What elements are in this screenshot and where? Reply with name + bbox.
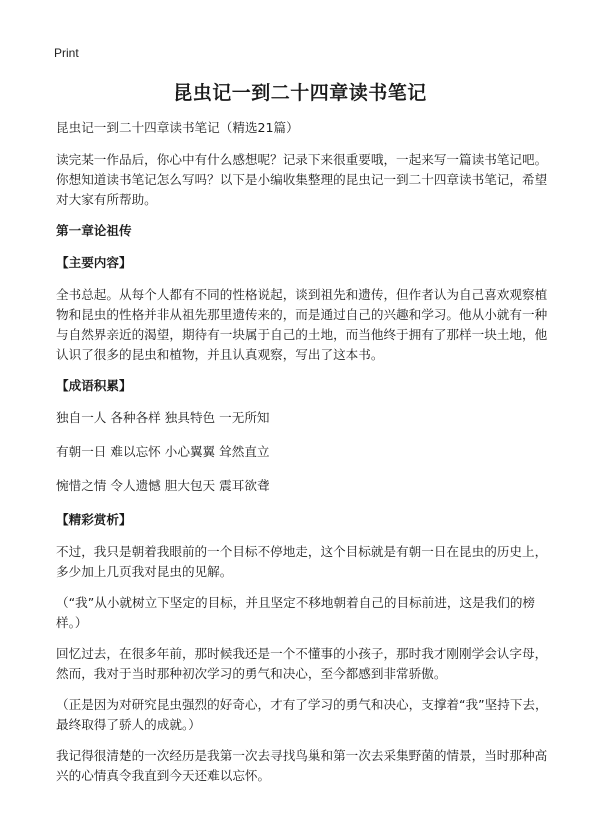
analysis-paragraph: 回忆过去，在很多年前，那时候我还是一个不懂事的小孩子，那时我才刚刚学会认字母，然而，我对于当时那种初次学习的勇气和决心，至今都感到非常骄傲。 xyxy=(56,646,548,681)
analysis-label: 【精彩赏析】 xyxy=(56,512,132,527)
print-link[interactable]: Print xyxy=(54,46,79,60)
idiom-row: 有朝一日 难以忘怀 小心翼翼 耸然直立 xyxy=(56,444,270,459)
article-body xyxy=(56,118,548,797)
analysis-paragraph: 我记得很清楚的一次经历是我第一次去寻找鸟巢和第一次去采集野菌的情景，当时那种高兴的心情真令我直到今天还难以忘怀。 xyxy=(56,748,548,783)
analysis-paragraph: 不过，我只是朝着我眼前的一个目标不停地走，这个目标就是有朝一日在昆虫的历史上，多少加上几页我对昆虫的见解。 xyxy=(56,544,548,579)
analysis-comment: （“我”从小就树立下坚定的目标，并且坚定不移地朝着自己的目标前进，这是我们的榜样。） xyxy=(56,595,536,630)
summary-label: 【主要内容】 xyxy=(56,255,132,270)
article-subtitle: 昆虫记一到二十四章读书笔记（精选21篇） xyxy=(56,120,299,135)
idioms-label: 【成语积累】 xyxy=(56,378,132,393)
page-title: 昆虫记一到二十四章读书笔记 xyxy=(173,82,427,104)
intro-paragraph: 读完某一作品后，你心中有什么感想呢？记录下来很重要哦，一起来写一篇读书笔记吧。你想知道读书笔记怎么写吗？以下是小编收集整理的昆虫记一到二十四章读书笔记，希望对大家有所帮助。 xyxy=(56,152,548,207)
idiom-row: 惋惜之情 令人遗憾 胆大包天 震耳欲聋 xyxy=(56,478,270,493)
analysis-comment: （正是因为对研究昆虫强烈的好奇心，才有了学习的勇气和决心，支撑着“我”坚持下去，最终取得了骄人的成就。） xyxy=(56,697,548,732)
idiom-row: 独自一人 各种各样 独具特色 一无所知 xyxy=(56,410,270,425)
summary-paragraph: 全书总起。从每个人都有不同的性格说起，谈到祖先和遗传，但作者认为自己喜欢观察植物和昆虫的性格并非从祖先那里遗传来的，而是通过自己的兴趣和学习。他从小就有一种与自然界亲近的渴望，期待有一块属于自己的土地，而当他终于拥有了那样一块土地，他认识了很多的昆虫和植物，并且认真观察，写出了这本书。 xyxy=(56,287,548,362)
chapter-heading: 第一章论祖传 xyxy=(56,223,132,238)
